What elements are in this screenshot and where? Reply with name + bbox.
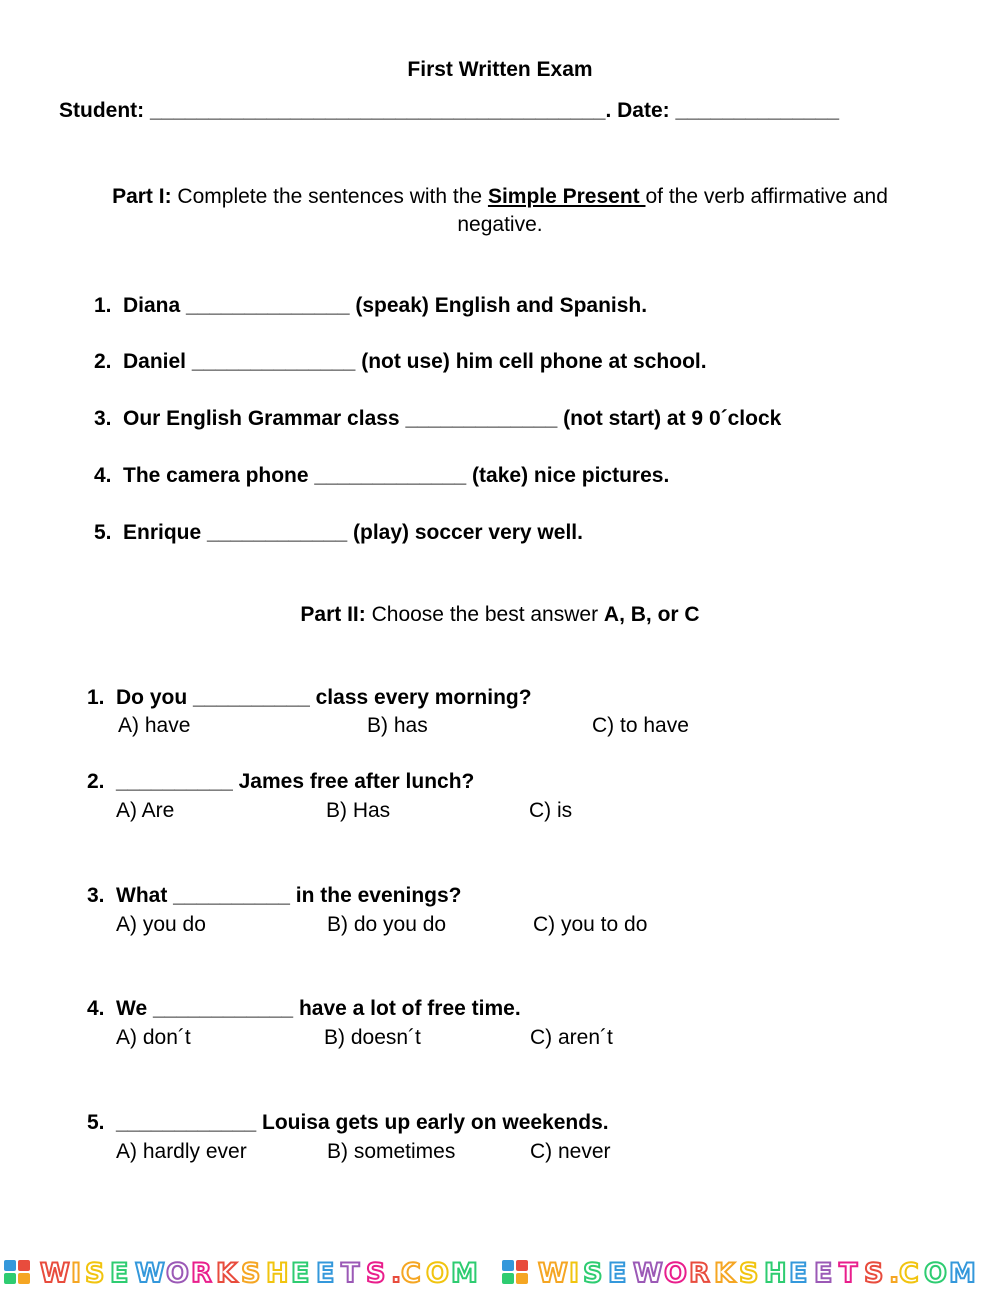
part1-item xyxy=(94,464,669,488)
watermark-letter: W xyxy=(633,1258,663,1289)
question-text: ____________ Louisa gets up early on weekends. xyxy=(116,1111,609,1134)
option-b: B) do you do xyxy=(327,913,447,936)
question-number: 5. xyxy=(87,1111,105,1134)
watermark-letter: M xyxy=(451,1258,478,1289)
part1-item xyxy=(94,294,647,318)
watermark-logo xyxy=(0,1250,1000,1290)
option-a: A) don´t xyxy=(116,1026,191,1049)
watermark-letter: E xyxy=(291,1258,310,1289)
question-text: What __________ in the evenings? xyxy=(116,884,462,907)
watermark-letter: E xyxy=(789,1258,808,1289)
option-a: A) you do xyxy=(116,913,206,936)
part2-choices: A, B, or C xyxy=(603,603,700,626)
part1-intro-before: Complete the sentences with the xyxy=(171,185,488,208)
item-number: 3. xyxy=(94,407,112,430)
option-c: C) never xyxy=(530,1140,611,1163)
item-text: The camera phone _____________ (take) nice pictures. xyxy=(123,464,670,487)
question-number: 1. xyxy=(87,686,105,709)
watermark-letter: S xyxy=(85,1258,105,1289)
watermark-block-icon xyxy=(502,1260,528,1284)
watermark-letter: C xyxy=(401,1258,421,1289)
item-number: 5. xyxy=(94,521,112,544)
item-number: 1. xyxy=(94,294,112,317)
watermark-letter: W xyxy=(135,1258,165,1289)
option-b: B) sometimes xyxy=(327,1140,456,1163)
item-text: Diana ______________ (speak) English and Spanish. xyxy=(123,294,648,317)
part2-question xyxy=(87,1111,609,1135)
option-b: B) has xyxy=(367,714,428,737)
watermark-letter: K xyxy=(714,1258,735,1289)
part1-instructions xyxy=(70,183,930,239)
watermark-letter: O xyxy=(664,1258,687,1289)
watermark-letter: S xyxy=(739,1258,759,1289)
watermark-letter: S xyxy=(583,1258,603,1289)
option-b: B) Has xyxy=(326,799,391,822)
watermark-letter: E xyxy=(608,1258,627,1289)
part1-item xyxy=(94,521,583,545)
question-text: We ____________ have a lot of free time. xyxy=(116,997,521,1020)
watermark-letter: W xyxy=(40,1258,70,1289)
option-a: A) hardly ever xyxy=(116,1140,247,1163)
watermark-letter: . xyxy=(391,1258,402,1289)
watermark-letter: K xyxy=(216,1258,237,1289)
part2-intro: Choose the best answer xyxy=(365,603,604,626)
watermark-letter: C xyxy=(899,1258,919,1289)
watermark-letter: T xyxy=(839,1258,858,1289)
item-number: 4. xyxy=(94,464,112,487)
option-c: C) is xyxy=(529,799,573,822)
watermark-letter: M xyxy=(949,1258,976,1289)
option-c: C) aren´t xyxy=(530,1026,613,1049)
watermark-letter: W xyxy=(538,1258,568,1289)
part1-item xyxy=(94,407,781,431)
watermark-letter: S xyxy=(241,1258,261,1289)
watermark-letter: I xyxy=(569,1258,580,1289)
watermark-letter: S xyxy=(366,1258,386,1289)
watermark-letter: I xyxy=(71,1258,82,1289)
watermark-letter: . xyxy=(889,1258,900,1289)
option-a: A) have xyxy=(118,714,191,737)
watermark-letter: O xyxy=(924,1258,947,1289)
option-c: C) you to do xyxy=(533,913,648,936)
part2-question xyxy=(87,884,461,908)
question-number: 2. xyxy=(87,770,105,793)
watermark-letter: E xyxy=(316,1258,335,1289)
watermark-letter: T xyxy=(341,1258,360,1289)
question-number: 4. xyxy=(87,997,105,1020)
item-text: Daniel ______________ (not use) him cell phone at school. xyxy=(123,350,707,373)
question-text: Do you __________ class every morning? xyxy=(116,686,532,709)
item-number: 2. xyxy=(94,350,112,373)
student-date-line: Student: _______________________________________. Date: ______________ xyxy=(59,99,839,122)
question-number: 3. xyxy=(87,884,105,907)
watermark-letter: O xyxy=(166,1258,189,1289)
item-text: Enrique ____________ (play) soccer very well. xyxy=(123,521,583,544)
option-b: B) doesn´t xyxy=(324,1026,421,1049)
watermark-banner xyxy=(0,1250,1000,1290)
watermark-letter: H xyxy=(266,1258,289,1289)
option-a: A) Are xyxy=(116,799,175,822)
watermark-letter: H xyxy=(764,1258,787,1289)
watermark-letter: O xyxy=(426,1258,449,1289)
option-c: C) to have xyxy=(592,714,689,737)
watermark-letter: R xyxy=(689,1258,710,1289)
watermark-letter: S xyxy=(864,1258,884,1289)
item-text: Our English Grammar class _____________ (not start) at 9 0´clock xyxy=(123,407,782,430)
watermark-letter: E xyxy=(814,1258,833,1289)
exam-title: First Written Exam xyxy=(407,58,593,81)
part2-question xyxy=(87,770,474,794)
watermark-letter: R xyxy=(191,1258,212,1289)
part2-label: Part II: xyxy=(300,603,366,626)
part2-instructions xyxy=(0,603,1000,627)
part1-emphasis: Simple Present xyxy=(487,185,646,208)
question-text: __________ James free after lunch? xyxy=(116,770,475,793)
part1-label: Part I: xyxy=(112,185,172,208)
part1-intro-after: of the verb affirmative and negative. xyxy=(457,185,888,236)
part2-question xyxy=(87,686,532,710)
watermark-block-icon xyxy=(4,1260,30,1284)
part1-item xyxy=(94,350,707,374)
watermark-letter: E xyxy=(110,1258,129,1289)
part2-question xyxy=(87,997,521,1021)
